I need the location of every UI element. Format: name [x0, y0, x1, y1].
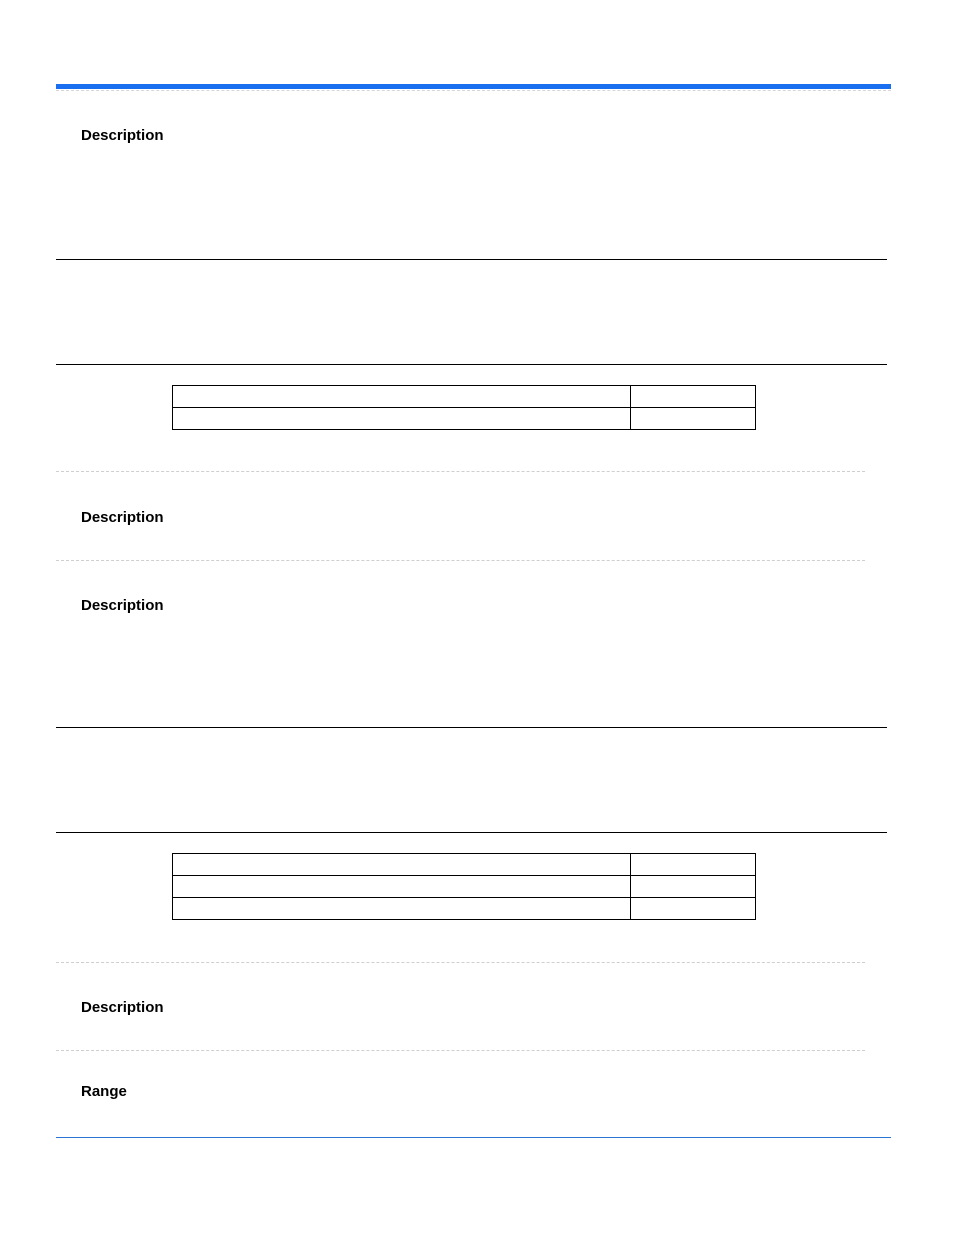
dashed-separator-3 [56, 962, 865, 963]
table-cell [173, 408, 631, 430]
dashed-separator-1 [56, 471, 865, 472]
description-heading-4: Description [81, 999, 164, 1016]
parameter-table-2 [172, 853, 756, 920]
header-accent-bar [56, 84, 891, 89]
table-cell [173, 876, 631, 898]
table-cell [631, 876, 756, 898]
description-heading-2: Description [81, 509, 164, 526]
footer-rule [56, 1137, 891, 1138]
header-dashed-rule [56, 90, 891, 91]
table-row [173, 876, 756, 898]
table-cell [631, 408, 756, 430]
table-row [173, 898, 756, 920]
table-cell [173, 386, 631, 408]
section-rule-4 [56, 832, 887, 833]
parameter-table-1 [172, 385, 756, 430]
description-heading-3: Description [81, 597, 164, 614]
table-cell [173, 854, 631, 876]
section-rule-3 [56, 727, 887, 728]
section-rule-1 [56, 259, 887, 260]
section-rule-2 [56, 364, 887, 365]
table-row [173, 408, 756, 430]
description-heading-1: Description [81, 127, 164, 144]
table-cell [631, 898, 756, 920]
table-cell [631, 854, 756, 876]
range-heading: Range [81, 1083, 127, 1100]
table-row [173, 854, 756, 876]
table-cell [173, 898, 631, 920]
table-row [173, 386, 756, 408]
table-cell [631, 386, 756, 408]
dashed-separator-2 [56, 560, 865, 561]
dashed-separator-4 [56, 1050, 865, 1051]
